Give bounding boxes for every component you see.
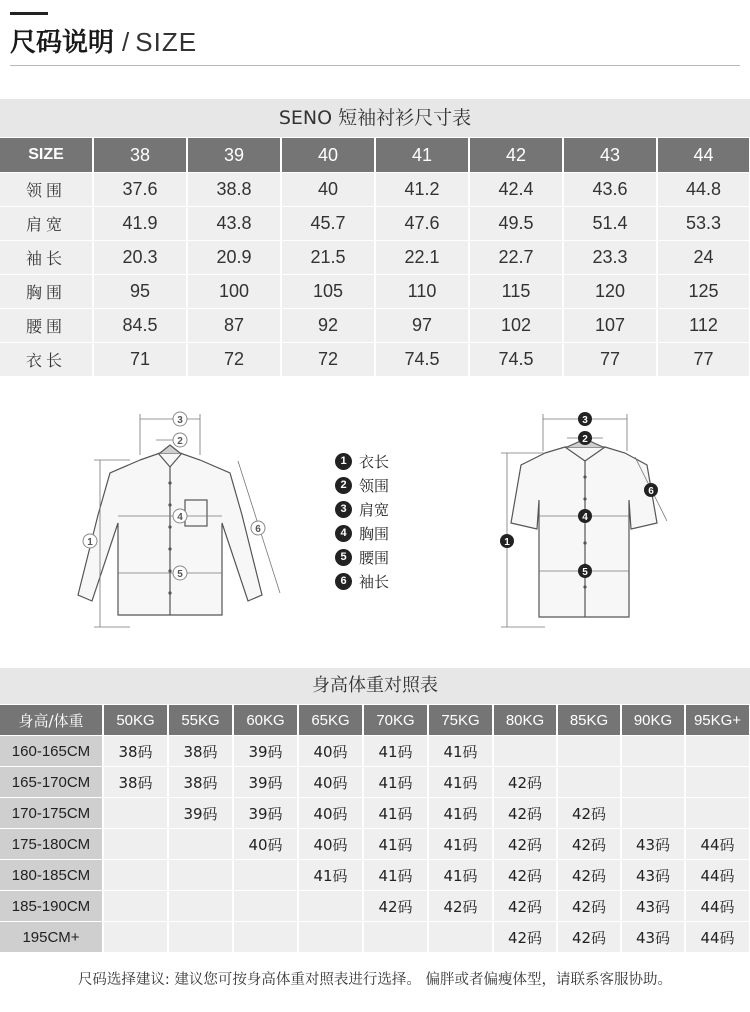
recommended-size-cell [168, 829, 233, 860]
svg-text:4: 4 [582, 512, 588, 523]
recommended-size-cell [621, 736, 685, 767]
size-col-header: 43 [563, 138, 657, 173]
size-value-cell: 125 [657, 275, 750, 309]
recommended-size-cell [428, 922, 493, 953]
size-row [0, 241, 750, 275]
size-value-cell: 45.7 [281, 207, 375, 241]
recommended-size-cell: 41码 [363, 798, 428, 829]
recommended-size-cell: 38码 [103, 736, 168, 767]
legend-label: 袖长 [359, 572, 390, 591]
recommended-size-cell [168, 860, 233, 891]
measurement-label: 衣长 [0, 343, 93, 377]
recommended-size-cell [298, 891, 363, 922]
recommended-size-cell [168, 891, 233, 922]
legend-label: 领围 [359, 476, 390, 495]
recommended-size-cell: 41码 [428, 736, 493, 767]
size-value-cell: 74.5 [469, 343, 563, 377]
recommended-size-cell: 44码 [685, 891, 750, 922]
size-value-cell: 72 [281, 343, 375, 377]
height-range-label: 180-185CM [0, 860, 103, 891]
recommended-size-cell: 38码 [168, 736, 233, 767]
hw-chart-title: 身高体重对照表 [0, 668, 750, 704]
recommended-size-cell [103, 891, 168, 922]
legend-number-icon: 4 [335, 525, 352, 542]
size-value-cell: 95 [93, 275, 187, 309]
recommended-size-cell [493, 736, 557, 767]
recommended-size-cell [621, 767, 685, 798]
weight-col-header: 65KG [298, 705, 363, 736]
legend-number-icon: 6 [335, 573, 352, 590]
recommended-size-cell: 41码 [363, 829, 428, 860]
recommended-size-cell: 44码 [685, 860, 750, 891]
size-value-cell: 72 [187, 343, 281, 377]
legend-label: 衣长 [359, 452, 390, 471]
size-value-cell: 102 [469, 309, 563, 343]
svg-text:3: 3 [582, 415, 588, 426]
recommended-size-cell: 42码 [428, 891, 493, 922]
recommended-size-cell: 42码 [493, 891, 557, 922]
recommended-size-cell: 39码 [233, 798, 298, 829]
recommended-size-cell [168, 922, 233, 953]
size-value-cell: 22.1 [375, 241, 469, 275]
recommended-size-cell: 42码 [557, 891, 621, 922]
size-value-cell: 97 [375, 309, 469, 343]
size-value-cell: 42.4 [469, 173, 563, 207]
height-range-label: 195CM+ [0, 922, 103, 953]
recommended-size-cell [103, 860, 168, 891]
size-row [0, 309, 750, 343]
recommended-size-cell [233, 922, 298, 953]
size-value-cell: 84.5 [93, 309, 187, 343]
recommended-size-cell: 42码 [493, 767, 557, 798]
measurement-label: 腰围 [0, 309, 93, 343]
recommended-size-cell: 44码 [685, 829, 750, 860]
recommended-size-cell: 41码 [428, 798, 493, 829]
size-value-cell: 20.3 [93, 241, 187, 275]
size-value-cell: 22.7 [469, 241, 563, 275]
size-value-cell: 38.8 [187, 173, 281, 207]
recommended-size-cell: 42码 [493, 922, 557, 953]
legend-number-icon: 2 [335, 477, 352, 494]
measurement-label: 胸围 [0, 275, 93, 309]
legend-item [335, 521, 389, 545]
weight-col-header: 95KG+ [685, 705, 750, 736]
hw-row [0, 767, 750, 798]
size-col-header: 44 [657, 138, 750, 173]
hw-row [0, 891, 750, 922]
height-weight-table [0, 705, 750, 953]
recommended-size-cell [685, 798, 750, 829]
recommended-size-cell [103, 922, 168, 953]
recommended-size-cell [685, 736, 750, 767]
svg-text:5: 5 [177, 569, 183, 580]
svg-text:5: 5 [582, 567, 588, 578]
size-value-cell: 74.5 [375, 343, 469, 377]
size-value-cell: 24 [657, 241, 750, 275]
recommended-size-cell: 40码 [298, 798, 363, 829]
recommended-size-cell: 42码 [557, 829, 621, 860]
height-range-label: 175-180CM [0, 829, 103, 860]
size-col-header: 40 [281, 138, 375, 173]
legend-item [335, 497, 389, 521]
recommended-size-cell: 43码 [621, 891, 685, 922]
size-value-cell: 87 [187, 309, 281, 343]
svg-text:2: 2 [582, 434, 588, 445]
recommended-size-cell: 39码 [233, 736, 298, 767]
size-row [0, 207, 750, 241]
legend-number-icon: 1 [335, 453, 352, 470]
recommended-size-cell: 43码 [621, 922, 685, 953]
recommended-size-cell: 41码 [428, 767, 493, 798]
measurement-label: 肩宽 [0, 207, 93, 241]
size-value-cell: 105 [281, 275, 375, 309]
legend-label: 胸围 [359, 524, 390, 543]
legend-item [335, 569, 389, 593]
size-value-cell: 107 [563, 309, 657, 343]
long-sleeve-shirt-diagram [70, 405, 310, 640]
size-value-cell: 41.2 [375, 173, 469, 207]
svg-text:4: 4 [177, 512, 183, 523]
size-value-cell: 49.5 [469, 207, 563, 241]
size-value-cell: 37.6 [93, 173, 187, 207]
size-value-cell: 100 [187, 275, 281, 309]
size-value-cell: 40 [281, 173, 375, 207]
svg-text:3: 3 [177, 415, 183, 426]
size-col-header: 38 [93, 138, 187, 173]
legend-item [335, 473, 389, 497]
recommended-size-cell: 41码 [363, 767, 428, 798]
size-value-cell: 77 [563, 343, 657, 377]
size-col-header: 39 [187, 138, 281, 173]
size-row [0, 275, 750, 309]
legend-label: 腰围 [359, 548, 390, 567]
size-value-cell: 120 [563, 275, 657, 309]
svg-text:1: 1 [87, 537, 93, 548]
hw-row [0, 829, 750, 860]
recommended-size-cell: 38码 [168, 767, 233, 798]
weight-col-header: 75KG [428, 705, 493, 736]
size-col-header: 41 [375, 138, 469, 173]
hw-header-row [0, 705, 750, 736]
size-value-cell: 112 [657, 309, 750, 343]
size-value-cell: 44.8 [657, 173, 750, 207]
recommended-size-cell: 42码 [493, 860, 557, 891]
recommended-size-cell: 42码 [557, 860, 621, 891]
recommended-size-cell [363, 922, 428, 953]
size-value-cell: 115 [469, 275, 563, 309]
recommended-size-cell: 41码 [363, 736, 428, 767]
recommended-size-cell [621, 798, 685, 829]
weight-col-header: 80KG [493, 705, 557, 736]
height-range-label: 160-165CM [0, 736, 103, 767]
height-range-label: 185-190CM [0, 891, 103, 922]
hw-row [0, 860, 750, 891]
recommended-size-cell: 41码 [298, 860, 363, 891]
weight-col-header: 55KG [168, 705, 233, 736]
page-title-cn: 尺码说明 [10, 28, 115, 58]
size-value-cell: 41.9 [93, 207, 187, 241]
recommended-size-cell: 42码 [493, 829, 557, 860]
legend-number-icon: 3 [335, 501, 352, 518]
recommended-size-cell [298, 922, 363, 953]
svg-text:2: 2 [177, 436, 183, 447]
header-accent-bar [10, 12, 48, 15]
measurement-label: 领围 [0, 173, 93, 207]
height-range-label: 170-175CM [0, 798, 103, 829]
recommended-size-cell: 42码 [557, 922, 621, 953]
recommended-size-cell: 41码 [428, 829, 493, 860]
size-advice-note: 尺码选择建议: 建议您可按身高体重对照表进行选择。 偏胖或者偏瘦体型，请联系客服协助。 [77, 972, 673, 988]
size-row [0, 343, 750, 377]
size-value-cell: 53.3 [657, 207, 750, 241]
size-header-row [0, 138, 750, 173]
size-value-cell: 110 [375, 275, 469, 309]
recommended-size-cell [685, 767, 750, 798]
recommended-size-cell [557, 767, 621, 798]
recommended-size-cell: 43码 [621, 829, 685, 860]
size-row [0, 173, 750, 207]
size-value-cell: 77 [657, 343, 750, 377]
recommended-size-cell: 38码 [103, 767, 168, 798]
recommended-size-cell: 40码 [298, 736, 363, 767]
size-value-cell: 21.5 [281, 241, 375, 275]
recommended-size-cell: 40码 [233, 829, 298, 860]
size-chart-title: SENO 短袖衬衫尺寸表 [0, 99, 750, 137]
recommended-size-cell [233, 860, 298, 891]
hw-corner-label: 身高/体重 [0, 705, 103, 736]
weight-col-header: 60KG [233, 705, 298, 736]
size-value-cell: 71 [93, 343, 187, 377]
recommended-size-cell [103, 798, 168, 829]
recommended-size-cell [233, 891, 298, 922]
title-separator: / [122, 27, 130, 57]
short-sleeve-shirt-diagram [485, 405, 685, 640]
recommended-size-cell: 39码 [168, 798, 233, 829]
svg-text:6: 6 [648, 486, 654, 497]
recommended-size-cell [557, 736, 621, 767]
weight-col-header: 70KG [363, 705, 428, 736]
recommended-size-cell: 42码 [557, 798, 621, 829]
weight-col-header: 90KG [621, 705, 685, 736]
measurement-legend [335, 449, 389, 593]
recommended-size-cell [103, 829, 168, 860]
recommended-size-cell: 41码 [428, 860, 493, 891]
size-chart-table [0, 138, 750, 377]
weight-col-header: 85KG [557, 705, 621, 736]
page-title [10, 24, 197, 60]
size-value-cell: 20.9 [187, 241, 281, 275]
height-range-label: 165-170CM [0, 767, 103, 798]
hw-row [0, 736, 750, 767]
recommended-size-cell: 41码 [363, 860, 428, 891]
size-value-cell: 43.6 [563, 173, 657, 207]
recommended-size-cell: 43码 [621, 860, 685, 891]
legend-label: 肩宽 [359, 500, 390, 519]
size-value-cell: 92 [281, 309, 375, 343]
recommended-size-cell: 39码 [233, 767, 298, 798]
page-title-en: SIZE [135, 27, 198, 57]
measurement-label: 袖长 [0, 241, 93, 275]
size-value-cell: 23.3 [563, 241, 657, 275]
recommended-size-cell: 42码 [493, 798, 557, 829]
hw-row [0, 922, 750, 953]
weight-col-header: 50KG [103, 705, 168, 736]
size-value-cell: 51.4 [563, 207, 657, 241]
header-divider [10, 65, 740, 66]
recommended-size-cell: 40码 [298, 829, 363, 860]
recommended-size-cell: 42码 [363, 891, 428, 922]
hw-row [0, 798, 750, 829]
size-corner-label: SIZE [0, 138, 93, 173]
svg-text:1: 1 [504, 537, 510, 548]
recommended-size-cell: 44码 [685, 922, 750, 953]
size-value-cell: 47.6 [375, 207, 469, 241]
svg-text:6: 6 [255, 524, 261, 535]
recommended-size-cell: 40码 [298, 767, 363, 798]
size-col-header: 42 [469, 138, 563, 173]
legend-item [335, 449, 389, 473]
legend-item [335, 545, 389, 569]
legend-number-icon: 5 [335, 549, 352, 566]
size-value-cell: 43.8 [187, 207, 281, 241]
